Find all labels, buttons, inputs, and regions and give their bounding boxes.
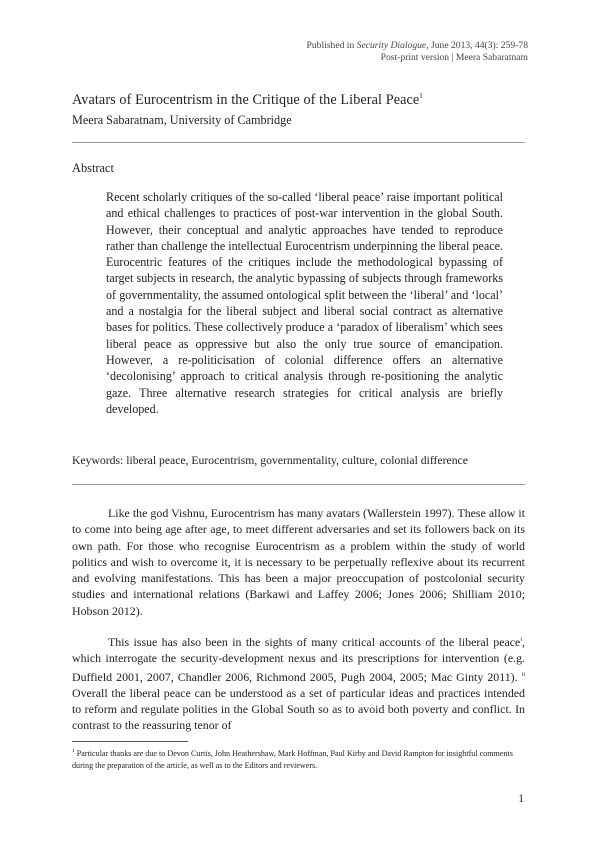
footnote-mark[interactable]: 1 [419,92,423,100]
abstract-text: Recent scholarly critiques of the so-called ‘liberal peace’ raise important political and ethical challenges to practices of post-war intervention in the global South. However, their conceptual and analytic approaches have tended to reproduce rather than challenge the intellectual Eurocentrism underpinning the liberal peace. Eurocentric features of the critiques include the methodological bypassing of target subjects in research, the analytic bypassing of subjects through frameworks of governmentality, the assumed ontological split between the ‘liberal’ and ‘local’ and a nostalgia for the liberal subject and liberal social contract as alternative bases for politics. These collectively produce a ‘paradox of liberalism’ which sees liberal peace as oppressive but also the only true source of emancipation. However, a re-politicisation of colonial difference offers an alternative ‘decolonising’ approach to critical analysis through re-positioning the analytic gaze. Three alternative research strategies for critical analysis are briefly developed. [106,190,503,416]
header-version: Post-print version | Meera Sabaratnam [380,52,528,63]
footnote-number: 1 [72,748,75,754]
endnote-mark-i[interactable]: i [520,637,523,643]
footnote-separator [72,741,188,742]
body-paragraph-1: Like the god Vishnu, Eurocentrism has many avatars (Wallerstein 1997). These allow it to come into being age after age, to meet different adversaries and set its followers back on its own path. For those who recognise Eurocentrism as a problem within the study of world politics and wish to overcome it, it is necessary to be perpetually reflexive about its recurrent and evolving manifestations. This has been a major preoccupation of postcolonial security studies and international relations (Barkawi and Laffey 2006; Jones 2006; Shilliam 2010; Hobson 2012). [72,506,525,618]
journal-name: Security Dialogue [356,40,427,51]
keywords: Keywords: liberal peace, Eurocentrism, governmentality, culture, colonial difference [72,454,468,467]
body-paragraph-2: This issue has also been in the sights of many critical accounts of the liberal peace$^i$, which interrogate the security-development nexus and its prescriptions for intervention (e.g. Duffield 2001, 2007, Chandler 2006, Richmond 2005, Pugh 2004, 2005; Mac Ginty 2011). $^{ii}$ Overall the liberal peace can be understood as a set of particular ideas and practices intended to reform and regulate polities in the Global South so as to avoid both poverty and conflict. In contrast to the reassuring tenor of [72,635,525,733]
page-number: 1 [518,793,524,805]
header-citation: Published in Security Dialogue, June 2013, 44(3): 259-78 [306,40,528,51]
endnote-mark-ii[interactable]: ii [521,671,525,678]
article-title: Avatars of Eurocentrism in the Critique of the Liberal Peace$^1$ [72,92,423,108]
divider-top [72,142,525,143]
abstract-heading: Abstract [72,161,114,175]
author-affiliation: Meera Sabaratnam, University of Cambridge [72,113,292,127]
divider-bottom [72,484,525,485]
footnote: $^1$ Particular thanks are due to Devon Curtis, John Heathershaw, Mark Hoffman, Paul Kirby and David Rampton for insightful comments during the preparation of the article, as well as to the Editors and reviewers. [72,748,513,770]
